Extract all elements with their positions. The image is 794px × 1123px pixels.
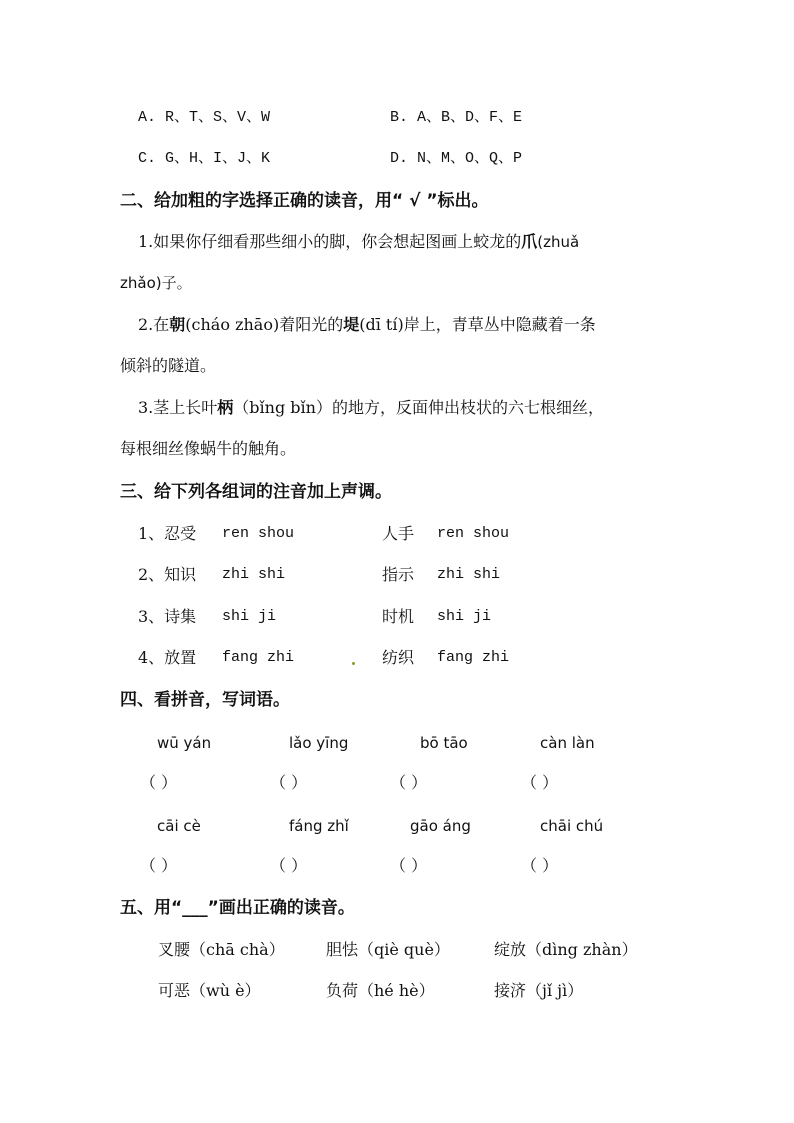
- pinyin-prompt: wū yán: [157, 734, 212, 752]
- q2-bold-char-2: 堤: [343, 315, 360, 334]
- stray-dot: [352, 662, 355, 665]
- word-left: 3、诗集: [138, 607, 197, 626]
- q2-text-mid: (cháo zhāo)着阳光的: [185, 315, 344, 334]
- q1-text-pre: 1.如果你仔细看那些细小的脚，你会想起图画上蛟龙的: [138, 232, 522, 251]
- pinyin-prompt: gāo áng: [410, 817, 471, 835]
- option-a: A. R、T、S、V、W: [138, 109, 271, 126]
- pinyin-left: zhi shi: [222, 566, 286, 583]
- reading-choice[interactable]: 接济（jǐ jì）: [494, 981, 584, 1000]
- q3-text-pre: 3.茎上长叶: [138, 398, 218, 417]
- question-2-1-cont: [120, 271, 192, 295]
- answer-blank[interactable]: （ ）: [270, 773, 308, 792]
- section-4-heading: 四、看拼音，写词语。: [120, 690, 290, 710]
- section-3-heading: 三、给下列各组词的注音加上声调。: [120, 482, 392, 502]
- word-right: 人手: [382, 524, 415, 543]
- reading-choice[interactable]: 胆怯（qiè què）: [326, 940, 450, 959]
- pinyin-prompt: bō tāo: [420, 734, 468, 752]
- word-right: 纺织: [382, 648, 415, 667]
- q1-pinyin: (zhuǎ: [537, 233, 580, 251]
- pinyin-right: ren shou: [437, 525, 510, 542]
- pinyin-prompt: fáng zhǐ: [289, 817, 349, 835]
- question-2-1: [138, 230, 579, 254]
- word-left: 4、放置: [138, 648, 197, 667]
- reading-choice[interactable]: 绽放（dìng zhàn）: [494, 940, 638, 959]
- q3-bold-char: 柄: [217, 398, 234, 417]
- pinyin-right: zhi shi: [437, 566, 501, 583]
- word-left: 2、知识: [138, 565, 197, 584]
- q3-text-post: （bǐng bǐn）的地方，反面伸出枝状的六七根细丝，: [233, 398, 604, 417]
- answer-blank[interactable]: （ ）: [390, 773, 428, 792]
- question-2-2-cont: 倾斜的隧道。: [120, 356, 217, 375]
- section-2-heading: 二、给加粗的字选择正确的读音，用“ √ ”标出。: [120, 191, 489, 211]
- option-d: D. N、M、O、Q、P: [390, 150, 523, 167]
- answer-blank[interactable]: （ ）: [140, 773, 178, 792]
- pinyin-prompt: càn làn: [540, 734, 595, 752]
- word-right: 指示: [382, 565, 415, 584]
- option-b: B. A、B、D、F、E: [390, 109, 523, 126]
- section-5-heading: 五、用“___”画出正确的读音。: [120, 898, 355, 918]
- q2-text-pre: 2.在: [138, 315, 170, 334]
- pinyin-right: fang zhi: [437, 649, 510, 666]
- question-2-3: [138, 396, 604, 420]
- answer-blank[interactable]: （ ）: [270, 856, 308, 875]
- pinyin-prompt: cāi cè: [157, 817, 201, 835]
- q1-bold-char: 爪: [521, 232, 538, 251]
- reading-choice[interactable]: 叉腰（chā chà）: [158, 940, 285, 959]
- pinyin-right: shi ji: [437, 608, 492, 625]
- question-2-2: [138, 313, 596, 337]
- reading-choice[interactable]: 负荷（hé hè）: [326, 981, 435, 1000]
- q1-line2: zhǎo)子。: [120, 274, 192, 292]
- option-c: C. G、H、I、J、K: [138, 150, 271, 167]
- word-right: 时机: [382, 607, 415, 626]
- pinyin-prompt: chāi chú: [540, 817, 604, 835]
- reading-choice[interactable]: 可恶（wù è）: [158, 981, 261, 1000]
- pinyin-left: shi ji: [222, 608, 277, 625]
- q2-text-post: (dī tí)岸上，青草丛中隐藏着一条: [359, 315, 596, 334]
- pinyin-prompt: lǎo yīng: [289, 734, 349, 752]
- pinyin-left: fang zhi: [222, 649, 295, 666]
- answer-blank[interactable]: （ ）: [390, 856, 428, 875]
- question-2-3-cont: 每根细丝像蜗牛的触角。: [120, 439, 297, 458]
- pinyin-left: ren shou: [222, 525, 295, 542]
- answer-blank[interactable]: （ ）: [521, 856, 559, 875]
- answer-blank[interactable]: （ ）: [521, 773, 559, 792]
- word-left: 1、忍受: [138, 524, 197, 543]
- q2-bold-char-1: 朝: [169, 315, 186, 334]
- answer-blank[interactable]: （ ）: [140, 856, 178, 875]
